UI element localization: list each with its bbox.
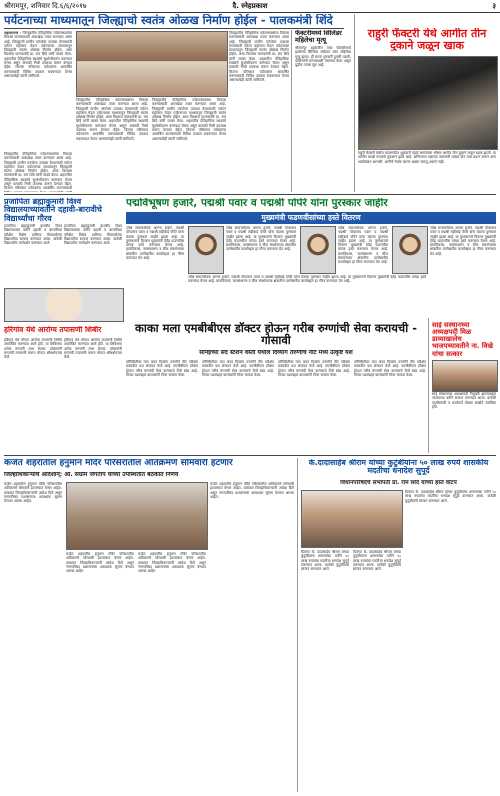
article-1-body-col2: जिल्ह्यातील ऐतिहासिक पर्यटनस्थळांचा विकास करण्यासाठी आराखडा तयार करण्यात आला आहे. जिल्ह्याची प्राचीन परंपरेला उजाळा देण्यासाठी पर्यटन महोत्सव घेऊन पर्यटनाच्या माध्यमातून जिल्ह्याची स्वतंत्र ओळख निर्माण होईल, असा विश्वास पालकमंत्री प्रा. राम शिंदे यांनी व्यक्त केला. शहरातील ऐतिहासिक स्थळांचे सुशोभीकरण करण्यात येणार असून यासाठी निधी उपलब्ध करून देण्यात येईल. किल्ला परिसरात पर्यटकांना आकर्षित करण्यासाठी विविध उपक्रम राबवण्यात येणार असल्याचेही त्यांनी सांगितले. xyxy=(76,98,148,141)
masthead-paper-name: दै. स्नेहप्रकाश xyxy=(232,2,268,10)
article-6-body-col4: परिस्थितीवर मात करत दिव्यांग तरुणीने नीट परीक्षेत घवघवीत यश संपादन केले आहे. एमबीबीएस डॉक्टर होऊन गरीब रुग्णांची सेवा करण्याचे तिचे स्वप्न आहे. तिच्या यशाबद्दल ग्रामस्थांनी तिचा सत्कार केला. xyxy=(354,360,426,377)
article-10-body: दिवंगत के. दादासाहेब श्रीराम यांच्या कुटुंबीयांना शासनाच्या वतीने ५० लाख रुपयांचा मदतीचा धनादेश सुपूर्द करण्यात आला. यावेळी कुटुंबीयांचे सांत्वन करण्यात आले. xyxy=(405,490,496,503)
article-10-subhead: विधानपरिषदेचे सभापती प्रा. राम शिंदे यांच्या हस्ते वाटप xyxy=(340,480,457,486)
article-6-body-col3: परिस्थितीवर मात करत दिव्यांग तरुणीने नीट परीक्षेत घवघवीत यश संपादन केले आहे. एमबीबीएस डॉक्टर होऊन गरीब रुग्णांची सेवा करण्याचे तिचे स्वप्न आहे. तिच्या यशाबद्दल ग्रामस्थांनी तिचा सत्कार केला. xyxy=(278,360,350,377)
article-6-body: परिस्थितीवर मात करत दिव्यांग तरुणीने नीट परीक्षेत घवघवीत यश संपादन केले आहे. एमबीबीएस डॉक्टर होऊन गरीब रुग्णांची सेवा करण्याचे तिचे स्वप्न आहे. तिच्या यशाबद्दल ग्रामस्थांनी तिचा सत्कार केला. xyxy=(126,360,198,377)
article-8-body: साई संस्थानच्या अध्यक्षपदी नियुक्ती झाल्याबद्दल भाजपच्या वतीने सत्कार करण्यात आला. यावेळी पदाधिकारी व कार्यकर्ते मोठ्या संख्येने उपस्थित होते. xyxy=(432,392,496,409)
article-5-body-col5: ज्येष्ठ समाजसेवक अण्णा हजारे, पद्मश्री पोपटराव पवार व पद्मश्री राहीबाई पोपेरे यांना यंदाचा पुरस्कार जाहीर झाला आहे. या पुरस्काराचे वितरण मुख्यमंत्री देवेंद्र फडणवीस यांच्या हस्ते करण्यात येणार आहे. ग्रामविकास, जलसंधारण व बीज संवर्धनाच्या क्षेत्रातील उल्लेखनीय कार्याबद्दल हा गौरव करण्यात येत आहे. xyxy=(188,275,426,284)
article-10-body-col2: दिवंगत के. दादासाहेब श्रीराम यांच्या कुटुंबीयांना शासनाच्या वतीने ५० लाख रुपयांचा मदतीचा धनादेश सुपूर्द करण्यात आला. यावेळी कुटुंबीयांचे सांत्वन करण्यात आले. xyxy=(301,550,349,572)
article-1-body-col4: जिल्ह्यातील ऐतिहासिक पर्यटनस्थळांचा विकास करण्यासाठी आराखडा तयार करण्यात आला आहे. जिल्ह्याची प्राचीन परंपरेला उजाळा देण्यासाठी पर्यटन महोत्सव घेऊन पर्यटनाच्या माध्यमातून जिल्ह्याची स्वतंत्र ओळख निर्माण होईल, असा विश्वास पालकमंत्री प्रा. राम शिंदे यांनी व्यक्त केला. शहरातील ऐतिहासिक स्थळांचे सुशोभीकरण करण्यात येणार असून यासाठी निधी उपलब्ध करून देण्यात येईल. किल्ला परिसरात पर्यटकांना आकर्षित करण्यासाठी विविध उपक्रम राबवण्यात येणार असल्याचेही त्यांनी सांगितले. xyxy=(229,31,289,83)
article-3-photo xyxy=(358,56,498,150)
article-5-body-col4: ज्येष्ठ समाजसेवक अण्णा हजारे, पद्मश्री पोपटराव पवार व पद्मश्री राहीबाई पोपेरे यांना यंदाचा पुरस्कार जाहीर झाला आहे. या पुरस्काराचे वितरण मुख्यमंत्री देवेंद्र फडणवीस यांच्या हस्ते करण्यात येणार आहे. ग्रामविकास, जलसंधारण व बीज संवर्धनाच्या क्षेत्रातील उल्लेखनीय कार्याबद्दल हा गौरव करण्यात येत आहे. xyxy=(430,226,496,256)
article-8-headline: साई संस्थानच्या अध्यक्षपदी मिळ डाव्याखालेच भाजपच्यावतीने ना. विखे यांचा सत्कार xyxy=(432,322,493,358)
article-9-headline: कर्जत शहरातील हनुमान मंदिर परिसरातील अतिक्रमणे सोमवारी हटणार xyxy=(4,459,233,468)
article-1-text: जिल्ह्यातील ऐतिहासिक पर्यटनस्थळांचा विकास करण्यासाठी आराखडा तयार करण्यात आला आहे. जिल्ह्याची प्राचीन परंपरेला उजाळा देण्यासाठी पर्यटन महोत्सव घेऊन पर्यटनाच्या माध्यमातून जिल्ह्याची स्वतंत्र ओळख निर्माण होईल, असा विश्वास पालकमंत्री प्रा. राम शिंदे यांनी व्यक्त केला. शहरातील ऐतिहासिक स्थळांचे सुशोभीकरण करण्यात येणार असून यासाठी निधी उपलब्ध करून देण्यात येईल. किल्ला परिसरात पर्यटकांना आकर्षित करण्यासाठी विविध उपक्रम राबवण्यात येणार असल्याचेही त्यांनी सांगितले. xyxy=(4,31,72,78)
article-7-headline: हरिगांव येथे आरोग्य तपासणी शिबीर xyxy=(4,326,102,334)
article-9-subhead: जिल्हाधिकाऱ्यांचे आदेशान्: आ. संग्राम जगताप यांच्या उपस्थितीत बैठकीत निर्णय xyxy=(4,472,179,478)
masthead xyxy=(0,0,500,13)
article-1-headline: पर्यटनाच्या माध्यमातून जिल्ह्याचो स्वतंत्र ओळख निर्माण होईल - पालकमंत्री शिंदे xyxy=(4,14,333,27)
article-2-kicker: फॅक्टरीमध्ये सिलिंडर महिलेचा मृत्यू xyxy=(295,30,342,44)
article-9-body-col3: कर्जत शहरातील हनुमान मंदिर परिसरातील अतिक्रमणे सोमवारी हटवण्यात येणार आहेत. याबाबत जिल्हाधिकाऱ्यांनी आदेश दिले असून नगरपरिषद प्रशासनाला आवश्यक सूचना देण्यात आल्या आहेत. xyxy=(138,552,206,574)
article-9-body-col2: कर्जत शहरातील हनुमान मंदिर परिसरातील अतिक्रमणे सोमवारी हटवण्यात येणार आहेत. याबाबत जिल्हाधिकाऱ्यांनी आदेश दिले असून नगरपरिषद प्रशासनाला आवश्यक सूचना देण्यात आल्या आहेत. xyxy=(66,552,134,574)
article-7-body: हरिगाव येथे मोफत आरोग्य तपासणी शिबीर आयोजित करण्यात आले होते. या शिबिराचा अनेक रुग्णांनी लाभ घेतला. डॉक्टरांनी रुग्णांची तपासणी करून मोफत औषधोपचार केले. xyxy=(4,338,62,360)
article-2-body: श्रीरामपूर शहरातील एका फॅक्टरीमध्ये झालेल्या सिलिंडर स्फोटात एका महिलेचा मृत्यू झाला. ही घटना गुरुवारी दुपारी घडली. पोलिसांनी घटनास्थळी पंचनामा केला असून पुढील तपास सुरु आहे. xyxy=(295,46,351,68)
article-5-body-col3: ज्येष्ठ समाजसेवक अण्णा हजारे, पद्मश्री पोपटराव पवार व पद्मश्री राहीबाई पोपेरे यांना यंदाचा पुरस्कार जाहीर झाला आहे. या पुरस्काराचे वितरण मुख्यमंत्री देवेंद्र फडणवीस यांच्या हस्ते करण्यात येणार आहे. ग्रामविकास, जलसंधारण व बीज संवर्धनाच्या क्षेत्रातील उल्लेखनीय कार्याबद्दल हा गौरव करण्यात येत आहे. xyxy=(338,226,388,265)
article-4-body: प्रजापिता ब्रह्माकुमारी ईश्वरीय विश्व विद्यालयाच्या वतीने दहावी व बारावीच्या परीक्षेत विशेष प्राविण्य मिळवलेल्या विद्यार्थ्यांचा सत्कार करण्यात आला. यावेळी विद्यार्थ्यांना मार्गदर्शन करण्यात आले. xyxy=(4,224,62,246)
article-6-headline: काका मला एमबीबीएस डॉक्टर होऊन गरीब रुग्णांची सेवा करायची - गोसावी xyxy=(135,322,417,347)
article-1-byline: अहमदनगर - xyxy=(4,31,22,35)
article-9-photo xyxy=(66,482,208,550)
article-3-body: राहुरी फॅक्टरी येथील बाजारपेठेत शुक्रवारी पहाटे लागलेल्या भीषण आगीत तीन दुकाने जळून खाक झाली. या आगीत लाखो रुपयांचे नुकसान झाले आहे. अग्निशमन दलाच्या जवानांनी तब्बल दोन तास प्रयत्न करून आग आटोक्यात आणली. आगीचे नेमके कारण अद्याप समजू शकले नाही. xyxy=(358,151,496,164)
article-10-photo xyxy=(301,490,403,548)
article-5-headline: पद्मविभूषण हजारे, पद्मश्री पवार व पद्मश्री पोपेरे यांना पुरस्कार जाहीर xyxy=(126,198,388,209)
article-1-body-col1b: जिल्ह्यातील ऐतिहासिक पर्यटनस्थळांचा विकास करण्यासाठी आराखडा तयार करण्यात आला आहे. जिल्ह्याची प्राचीन परंपरेला उजाळा देण्यासाठी पर्यटन महोत्सव घेऊन पर्यटनाच्या माध्यमातून जिल्ह्याची स्वतंत्र ओळख निर्माण होईल, असा विश्वास पालकमंत्री प्रा. राम शिंदे यांनी व्यक्त केला. शहरातील ऐतिहासिक स्थळांचे सुशोभीकरण करण्यात येणार असून यासाठी निधी उपलब्ध करून देण्यात येईल. किल्ला परिसरात पर्यटकांना आकर्षित करण्यासाठी xyxy=(4,152,72,191)
article-5-body-col2: ज्येष्ठ समाजसेवक अण्णा हजारे, पद्मश्री पोपटराव पवार व पद्मश्री राहीबाई पोपेरे यांना यंदाचा पुरस्कार जाहीर झाला आहे. या पुरस्काराचे वितरण मुख्यमंत्री देवेंद्र फडणवीस यांच्या हस्ते करण्यात येणार आहे. ग्रामविकास, जलसंधारण व बीज संवर्धनाच्या क्षेत्रातील उल्लेखनीय कार्याबद्दल हा गौरव करण्यात येत आहे. xyxy=(226,226,296,252)
masthead-date: श्रीरामपूर, शनिवार दि.६/६/२०१७ xyxy=(4,2,87,10)
article-10-headline: के.दादासाहेब श्रीराम यांच्या कुटुंबीयांना ५० लाख रुपये शासकीय मदतीचा धनादेश सुपूर्द xyxy=(308,459,489,476)
awardee-photo-2 xyxy=(300,226,336,274)
article-5-banner: मुख्यमंत्री फडणवीसांच्या हस्ते वितरण xyxy=(126,212,496,224)
article-10-body-col3: दिवंगत के. दादासाहेब श्रीराम यांच्या कुटुंबीयांना शासनाच्या वतीने ५० लाख रुपयांचा मदतीचा धनादेश सुपूर्द करण्यात आला. यावेळी कुटुंबीयांचे सांत्वन करण्यात आले. xyxy=(353,550,401,572)
article-9-body-col4: कर्जत शहरातील हनुमान मंदिर परिसरातील अतिक्रमणे सोमवारी हटवण्यात येणार आहेत. याबाबत जिल्हाधिकाऱ्यांनी आदेश दिले असून नगरपरिषद प्रशासनाला आवश्यक सूचना देण्यात आल्या आहेत. xyxy=(210,482,294,499)
article-4-photo xyxy=(4,288,124,322)
awardee-photo-1 xyxy=(188,226,224,274)
article-1-body xyxy=(4,31,72,149)
article-8-photo xyxy=(432,360,498,392)
article-3-headline: राहुरी फॅक्टरी येथे आगीत तीन दुकाने जळून खाक xyxy=(367,28,487,52)
awardee-photo-3 xyxy=(392,226,428,274)
article-4-headline: प्रजापिता ब्रह्माकुमारी विश्व विद्यालयाच्यावतीने दहावी-बारावीचे विद्यार्थ्यांचा गौरव xyxy=(4,198,102,223)
article-7-body-col2: हरिगाव येथे मोफत आरोग्य तपासणी शिबीर आयोजित करण्यात आले होते. या शिबिराचा अनेक रुग्णांनी लाभ घेतला. डॉक्टरांनी रुग्णांची तपासणी करून मोफत औषधोपचार केले. xyxy=(64,338,122,360)
article-6-body-col2: परिस्थितीवर मात करत दिव्यांग तरुणीने नीट परीक्षेत घवघवीत यश संपादन केले आहे. एमबीबीएस डॉक्टर होऊन गरीब रुग्णांची सेवा करण्याचे तिचे स्वप्न आहे. तिच्या यशाबद्दल ग्रामस्थांनी तिचा सत्कार केला. xyxy=(202,360,274,377)
masthead-page-number: ३ xyxy=(492,2,496,10)
article-1-body-col3: जिल्ह्यातील ऐतिहासिक पर्यटनस्थळांचा विकास करण्यासाठी आराखडा तयार करण्यात आला आहे. जिल्ह्याची प्राचीन परंपरेला उजाळा देण्यासाठी पर्यटन महोत्सव घेऊन पर्यटनाच्या माध्यमातून जिल्ह्याची स्वतंत्र ओळख निर्माण होईल, असा विश्वास पालकमंत्री प्रा. राम शिंदे यांनी व्यक्त केला. शहरातील ऐतिहासिक स्थळांचे सुशोभीकरण करण्यात येणार असून यासाठी निधी उपलब्ध करून देण्यात येईल. किल्ला परिसरात पर्यटकांना आकर्षित करण्यासाठी विविध उपक्रम राबवण्यात येणार असल्याचेही त्यांनी सांगितले. xyxy=(152,98,226,141)
article-4-body-col2: प्रजापिता ब्रह्माकुमारी ईश्वरीय विश्व विद्यालयाच्या वतीने दहावी व बारावीच्या परीक्षेत विशेष प्राविण्य मिळवलेल्या विद्यार्थ्यांचा सत्कार करण्यात आला. यावेळी विद्यार्थ्यांना मार्गदर्शन करण्यात आले. xyxy=(64,224,122,246)
article-1-photo xyxy=(76,31,228,97)
article-5-body: ज्येष्ठ समाजसेवक अण्णा हजारे, पद्मश्री पोपटराव पवार व पद्मश्री राहीबाई पोपेरे यांना यंदाचा पुरस्कार जाहीर झाला आहे. या पुरस्काराचे वितरण मुख्यमंत्री देवेंद्र फडणवीस यांच्या हस्ते करण्यात येणार आहे. ग्रामविकास, जलसंधारण व बीज संवर्धनाच्या क्षेत्रातील उल्लेखनीय कार्याबद्दल हा गौरव करण्यात येत आहे. xyxy=(126,226,184,261)
article-6-subhead: सोनईच्या सद स्टेशन वस्ती येथील दिव्यांग तरुणीचे नीट मध्ये उत्कृष्ट यश xyxy=(199,350,353,356)
article-9-body: कर्जत शहरातील हनुमान मंदिर परिसरातील अतिक्रमणे सोमवारी हटवण्यात येणार आहेत. याबाबत जिल्हाधिकाऱ्यांनी आदेश दिले असून नगरपरिषद प्रशासनाला आवश्यक सूचना देण्यात आल्या आहेत. xyxy=(4,482,62,504)
